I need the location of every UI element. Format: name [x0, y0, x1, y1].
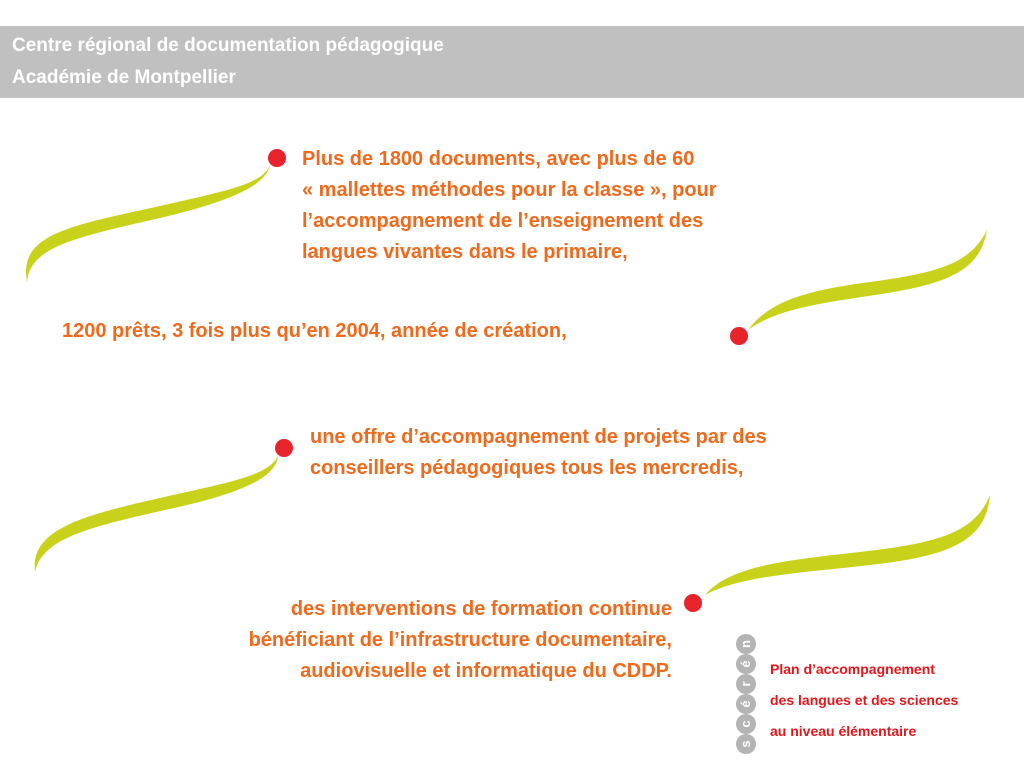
- logo-letter: c: [736, 714, 756, 734]
- swoosh-icon: [705, 495, 990, 595]
- header-band: [0, 26, 1024, 98]
- info-line: langues vivantes dans le primaire,: [302, 241, 628, 263]
- info-line: conseillers pédagogiques tous les mercredis,: [310, 457, 744, 479]
- swoosh-icon: [35, 456, 278, 572]
- info-line: une offre d’accompagnement de projets par des: [310, 426, 767, 448]
- info-block-loans: [62, 316, 567, 347]
- info-block-documents: [302, 144, 717, 268]
- logo-letter: r: [736, 674, 756, 694]
- scerén-logo: [733, 636, 759, 754]
- logo-letter: é: [736, 694, 756, 714]
- logo-letter: s: [736, 734, 756, 754]
- swoosh-icon: [748, 230, 987, 330]
- info-block-training: [249, 594, 672, 687]
- info-line: « mallettes méthodes pour la classe », pour: [302, 179, 717, 201]
- bullet-dot-icon: [275, 439, 293, 457]
- info-line: des interventions de formation continue: [290, 598, 672, 620]
- info-line: l’accompagnement de l’enseignement des: [302, 210, 704, 232]
- logo-letter: n: [736, 634, 756, 654]
- footer-caption: [770, 654, 958, 747]
- bullet-dot-icon: [730, 327, 748, 345]
- header-title-line2: Académie de Montpellier: [12, 67, 236, 88]
- info-block-projects: [310, 422, 767, 484]
- footer-line: Plan d’accompagnement: [770, 661, 935, 677]
- info-line: Plus de 1800 documents, avec plus de 60: [302, 148, 695, 170]
- footer-line: des langues et des sciences: [770, 692, 959, 708]
- header-title-line1: Centre régional de documentation pédagogique: [12, 35, 444, 56]
- swoosh-icon: [26, 165, 270, 282]
- info-line: audiovisuelle et informatique du CDDP.: [300, 660, 672, 682]
- info-line: 1200 prêts, 3 fois plus qu’en 2004, année de création,: [62, 320, 567, 342]
- info-line: bénéficiant de l’infrastructure documentaire,: [248, 629, 672, 651]
- bullet-dot-icon: [684, 594, 702, 612]
- logo-letter: é: [736, 654, 756, 674]
- bullet-dot-icon: [268, 149, 286, 167]
- footer-line: au niveau élémentaire: [770, 723, 917, 739]
